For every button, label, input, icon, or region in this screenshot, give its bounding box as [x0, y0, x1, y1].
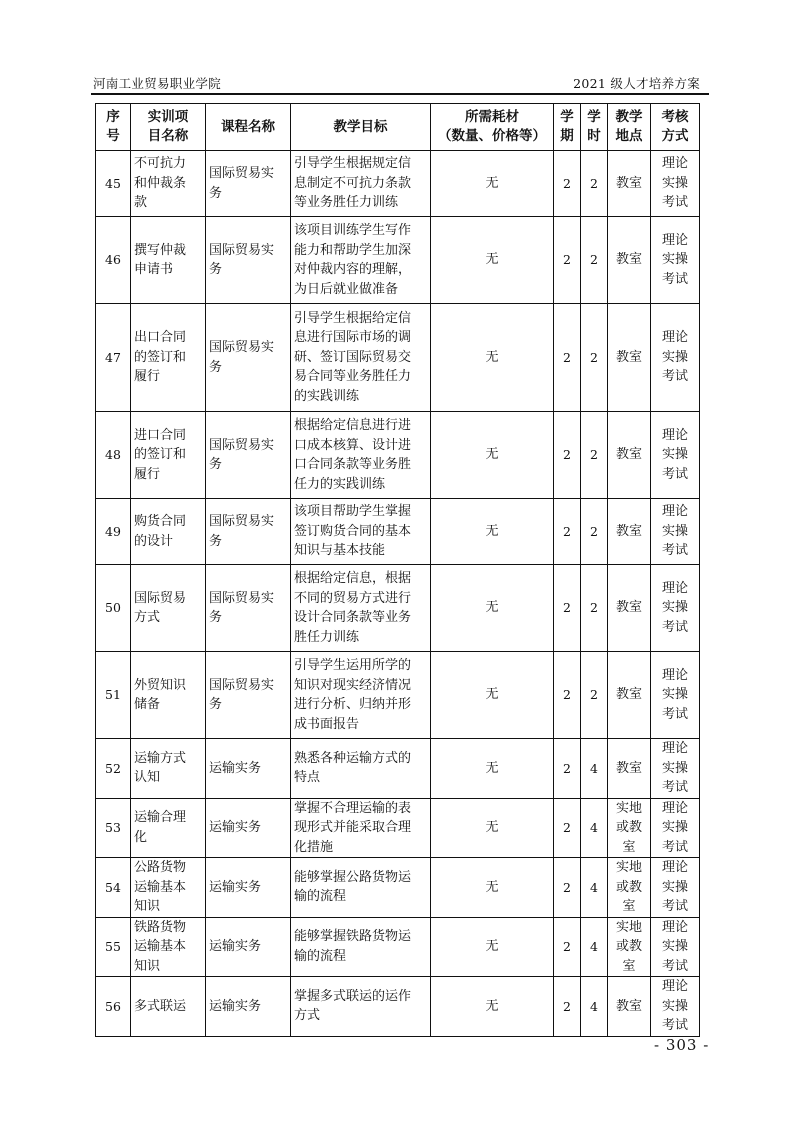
- cell-line: 理论: [661, 979, 688, 994]
- cell-line: 理论: [661, 800, 688, 816]
- cell-line: 实操: [661, 820, 688, 835]
- cell-term: 2: [554, 858, 581, 918]
- cell-line: 口合同条款等业务胜: [294, 457, 412, 472]
- cell-project: [131, 739, 206, 799]
- cell-goal: [291, 652, 431, 739]
- cell-line: 教室: [615, 252, 642, 268]
- cell-line: 务: [209, 533, 223, 549]
- column-header-text: 实训项: [147, 109, 189, 125]
- cell-term: 2: [554, 412, 581, 499]
- table-row: [96, 652, 700, 739]
- cell-goal: [291, 917, 431, 977]
- header-divider: [91, 93, 709, 95]
- cell-no: 54: [96, 858, 131, 918]
- cell-line: 方式: [134, 610, 161, 625]
- cell-course: [206, 499, 291, 565]
- cell-material: 无: [431, 499, 554, 565]
- cell-exam: [651, 977, 700, 1037]
- cell-line: 理论: [661, 427, 688, 443]
- cell-line: 国际贸易实: [209, 437, 275, 453]
- cell-project: [131, 858, 206, 918]
- cell-line: 撰写仲裁: [134, 242, 187, 258]
- table-row: [96, 217, 700, 304]
- column-header-text: 教学目标: [333, 118, 388, 135]
- cell-line: 理论: [661, 919, 688, 935]
- cell-line: 的设计: [134, 533, 174, 549]
- cell-place: [608, 977, 651, 1037]
- page-number: - 303 -: [654, 1036, 710, 1054]
- cell-line: 易合同等业务胜任力: [294, 369, 412, 385]
- cell-line: 实操: [661, 879, 688, 895]
- cell-material: 无: [431, 977, 554, 1037]
- cell-goal: [291, 499, 431, 565]
- cell-line: 务: [209, 359, 223, 375]
- cell-line: 务: [209, 697, 223, 712]
- cell-hours: 2: [581, 217, 608, 304]
- cell-no: 48: [96, 412, 131, 499]
- header-school-name: 河南工业贸易职业学院: [93, 76, 222, 91]
- cell-line: 实地: [615, 919, 642, 935]
- cell-exam: [651, 499, 700, 565]
- cell-course: [206, 917, 291, 977]
- cell-line: 国际贸易实: [209, 166, 275, 181]
- cell-hours: 2: [581, 412, 608, 499]
- cell-material: 无: [431, 798, 554, 858]
- cell-line: 息进行国际市场的调: [294, 330, 412, 346]
- cell-line: 能力和帮助学生加深: [294, 242, 412, 258]
- cell-exam: [651, 412, 700, 499]
- cell-place: [608, 217, 651, 304]
- cell-line: 不同的贸易方式进行: [294, 590, 412, 606]
- cell-line: 考试: [661, 839, 688, 855]
- cell-hours: 2: [581, 151, 608, 217]
- cell-line: 理论: [661, 741, 688, 756]
- table-row: [96, 499, 700, 565]
- cell-exam: [651, 304, 700, 412]
- cell-line: 多式联运: [134, 998, 187, 1014]
- cell-line: 国际贸易实: [209, 590, 275, 606]
- cell-exam: [651, 858, 700, 918]
- cell-hours: 2: [581, 304, 608, 412]
- column-header-text: 学: [587, 109, 601, 125]
- cell-term: 2: [554, 151, 581, 217]
- training-projects-table: [95, 103, 700, 1037]
- column-header-text: （数量、价格等）: [438, 128, 546, 144]
- cell-material: 无: [431, 565, 554, 652]
- cell-no: 45: [96, 151, 131, 217]
- column-header-course: [206, 104, 291, 151]
- table-row: [96, 917, 700, 977]
- cell-line: 铁路货物: [134, 919, 187, 935]
- cell-line: 掌握不合理运输的表: [294, 800, 412, 816]
- cell-line: 能够掌握铁路货物运: [294, 929, 412, 945]
- cell-line: 外贸知识: [134, 677, 187, 693]
- cell-line: 运输实务: [209, 939, 262, 954]
- cell-line: 运输基本: [134, 879, 187, 895]
- cell-term: 2: [554, 499, 581, 565]
- column-header-text: 方式: [661, 128, 689, 144]
- cell-line: 口成本核算、设计进: [294, 437, 412, 453]
- column-header-text: 序: [106, 109, 120, 125]
- cell-goal: [291, 304, 431, 412]
- cell-term: 2: [554, 304, 581, 412]
- table-row: [96, 565, 700, 652]
- cell-course: [206, 977, 291, 1037]
- cell-line: 务: [209, 262, 223, 277]
- cell-no: 46: [96, 217, 131, 304]
- cell-line: 考试: [661, 195, 688, 211]
- cell-line: 引导学生运用所学的: [294, 658, 412, 673]
- cell-course: [206, 858, 291, 918]
- cell-line: 或教: [615, 879, 642, 895]
- cell-line: 知识与基本技能: [294, 543, 386, 559]
- cell-line: 实地: [615, 800, 642, 816]
- cell-goal: [291, 858, 431, 918]
- cell-project: [131, 304, 206, 412]
- cell-goal: [291, 977, 431, 1037]
- column-header-material: [431, 104, 554, 151]
- column-header-text: 号: [106, 128, 120, 144]
- cell-project: [131, 217, 206, 304]
- cell-place: [608, 798, 651, 858]
- cell-line: 化措施: [294, 839, 334, 855]
- cell-line: 履行: [134, 466, 161, 482]
- cell-course: [206, 565, 291, 652]
- column-header-text: 所需耗材: [465, 109, 519, 125]
- cell-line: 成书面报告: [294, 716, 360, 732]
- cell-line: 室: [622, 958, 636, 974]
- cell-hours: 2: [581, 652, 608, 739]
- cell-line: 教室: [615, 447, 642, 463]
- cell-place: [608, 858, 651, 918]
- column-header-term: [554, 104, 581, 151]
- cell-term: 2: [554, 917, 581, 977]
- cell-line: 考试: [661, 619, 688, 635]
- cell-project: [131, 917, 206, 977]
- table-row: [96, 151, 700, 217]
- cell-line: 对仲裁内容的理解，: [294, 262, 412, 277]
- cell-material: 无: [431, 652, 554, 739]
- cell-line: 不可抗力: [134, 156, 187, 172]
- cell-hours: 2: [581, 499, 608, 565]
- cell-line: 申请书: [134, 262, 174, 277]
- cell-no: 55: [96, 917, 131, 977]
- cell-line: 室: [622, 899, 636, 914]
- table-header-row: [96, 104, 700, 151]
- cell-term: 2: [554, 798, 581, 858]
- cell-line: 考试: [661, 466, 688, 482]
- cell-goal: [291, 412, 431, 499]
- cell-place: [608, 917, 651, 977]
- cell-line: 实操: [661, 600, 688, 616]
- cell-place: [608, 499, 651, 565]
- cell-line: 实操: [661, 687, 688, 703]
- table-row: [96, 858, 700, 918]
- cell-place: [608, 652, 651, 739]
- cell-project: [131, 977, 206, 1037]
- column-header-text: 地点: [615, 128, 643, 144]
- cell-line: 务: [209, 185, 223, 201]
- cell-exam: [651, 217, 700, 304]
- cell-term: 2: [554, 977, 581, 1037]
- cell-course: [206, 217, 291, 304]
- cell-line: 的签订和: [134, 349, 187, 365]
- cell-exam: [651, 917, 700, 977]
- cell-line: 考试: [661, 780, 688, 795]
- cell-line: 引导学生根据给定信: [294, 310, 412, 326]
- cell-line: 实操: [661, 175, 688, 191]
- cell-no: 49: [96, 499, 131, 565]
- cell-exam: [651, 739, 700, 799]
- cell-material: 无: [431, 858, 554, 918]
- cell-line: 理论: [661, 580, 688, 596]
- column-header-text: 课程名称: [221, 118, 275, 135]
- cell-line: 公路货物: [134, 860, 187, 875]
- cell-project: [131, 499, 206, 565]
- cell-line: 教室: [615, 175, 642, 191]
- cell-line: 设计合同条款等业务: [294, 610, 412, 625]
- cell-material: 无: [431, 739, 554, 799]
- cell-line: 理论: [661, 504, 688, 520]
- cell-line: 储备: [134, 697, 161, 712]
- cell-line: 室: [622, 839, 636, 855]
- cell-line: 或教: [615, 820, 642, 835]
- cell-line: 特点: [294, 770, 321, 786]
- cell-project: [131, 798, 206, 858]
- table-row: [96, 798, 700, 858]
- cell-hours: 4: [581, 977, 608, 1037]
- column-header-text: 时: [587, 128, 601, 144]
- cell-line: 息制定不可抗力条款: [294, 175, 412, 191]
- cell-line: 根据给定信息，根据: [294, 571, 412, 586]
- cell-line: 实操: [661, 998, 688, 1014]
- cell-no: 56: [96, 977, 131, 1037]
- cell-line: 款: [134, 195, 148, 211]
- cell-line: 胜任力训练: [294, 629, 360, 645]
- cell-line: 实操: [661, 349, 688, 365]
- cell-line: 国际贸易实: [209, 242, 275, 258]
- cell-course: [206, 739, 291, 799]
- cell-line: 国际贸易: [134, 590, 187, 606]
- column-header-text: 教学: [615, 109, 643, 125]
- cell-goal: [291, 565, 431, 652]
- cell-line: 运输基本: [134, 939, 187, 954]
- cell-line: 国际贸易实: [209, 514, 275, 529]
- header-plan-title: 2021 级人才培养方案: [573, 76, 700, 91]
- cell-line: 考试: [661, 1018, 688, 1033]
- cell-line: 教室: [615, 687, 642, 703]
- cell-goal: [291, 151, 431, 217]
- cell-line: 知识: [134, 958, 161, 974]
- cell-line: 进行分析、归纳并形: [294, 697, 412, 712]
- cell-line: 能够掌握公路货物运: [294, 869, 412, 885]
- cell-course: [206, 304, 291, 412]
- column-header-place: [608, 104, 651, 151]
- cell-line: 或教: [615, 939, 642, 954]
- cell-line: 签订购货合同的基本: [294, 523, 412, 539]
- cell-hours: 4: [581, 858, 608, 918]
- cell-line: 实操: [661, 939, 688, 954]
- cell-project: [131, 412, 206, 499]
- cell-line: 考试: [661, 543, 688, 559]
- cell-line: 运输实务: [209, 998, 262, 1014]
- cell-course: [206, 798, 291, 858]
- cell-line: 认知: [134, 770, 161, 786]
- cell-no: 47: [96, 304, 131, 412]
- cell-line: 国际贸易实: [209, 340, 275, 355]
- cell-term: 2: [554, 217, 581, 304]
- cell-hours: 4: [581, 798, 608, 858]
- cell-material: 无: [431, 412, 554, 499]
- cell-line: 理论: [661, 232, 688, 248]
- cell-line: 任力的实践训练: [294, 476, 386, 492]
- cell-term: 2: [554, 652, 581, 739]
- cell-line: 务: [209, 610, 223, 625]
- cell-line: 实操: [661, 252, 688, 268]
- cell-line: 为日后就业做准备: [294, 281, 399, 297]
- cell-line: 理论: [661, 860, 688, 875]
- cell-hours: 2: [581, 565, 608, 652]
- column-header-text: 目名称: [147, 128, 189, 144]
- cell-line: 实操: [661, 523, 688, 539]
- cell-line: 运输实务: [209, 879, 262, 895]
- cell-line: 购货合同: [134, 514, 187, 529]
- cell-exam: [651, 652, 700, 739]
- cell-place: [608, 151, 651, 217]
- cell-no: 53: [96, 798, 131, 858]
- cell-line: 的实践训练: [294, 388, 360, 404]
- cell-line: 进口合同: [134, 427, 187, 443]
- column-header-text: 期: [560, 128, 574, 144]
- cell-material: 无: [431, 217, 554, 304]
- cell-place: [608, 304, 651, 412]
- cell-term: 2: [554, 565, 581, 652]
- cell-line: 务: [209, 457, 223, 472]
- cell-line: 知识: [134, 899, 161, 914]
- cell-exam: [651, 565, 700, 652]
- cell-exam: [651, 798, 700, 858]
- cell-line: 运输方式: [134, 750, 187, 766]
- cell-line: 掌握多式联运的运作: [294, 988, 412, 1004]
- cell-material: 无: [431, 917, 554, 977]
- cell-line: 教室: [615, 523, 642, 539]
- cell-line: 化: [134, 829, 148, 845]
- cell-line: 教室: [615, 349, 642, 365]
- column-header-text: 考核: [661, 109, 689, 125]
- cell-material: 无: [431, 304, 554, 412]
- cell-course: [206, 412, 291, 499]
- cell-line: 知识对现实经济情况: [294, 677, 412, 693]
- cell-line: 考试: [661, 899, 688, 914]
- cell-line: 熟悉各种运输方式的: [294, 750, 412, 766]
- cell-goal: [291, 739, 431, 799]
- cell-line: 考试: [661, 958, 688, 974]
- cell-line: 履行: [134, 369, 161, 385]
- cell-no: 52: [96, 739, 131, 799]
- column-header-exam: [651, 104, 700, 151]
- cell-term: 2: [554, 739, 581, 799]
- cell-line: 的签订和: [134, 447, 187, 463]
- cell-line: 现形式并能采取合理: [294, 820, 412, 835]
- table-row: [96, 977, 700, 1037]
- cell-line: 考试: [661, 706, 688, 722]
- cell-line: 实地: [615, 860, 642, 875]
- cell-line: 该项目帮助学生掌握: [294, 504, 412, 520]
- cell-project: [131, 652, 206, 739]
- cell-line: 和仲裁条: [134, 175, 187, 191]
- cell-line: 考试: [661, 369, 688, 385]
- cell-line: 理论: [661, 156, 688, 172]
- cell-line: 教室: [615, 998, 642, 1014]
- cell-line: 国际贸易实: [209, 677, 275, 693]
- cell-project: [131, 565, 206, 652]
- cell-project: [131, 151, 206, 217]
- column-header-text: 学: [560, 109, 574, 125]
- column-header-no: [96, 104, 131, 151]
- cell-line: 理论: [661, 667, 688, 683]
- cell-line: 运输实务: [209, 820, 262, 835]
- cell-goal: [291, 217, 431, 304]
- cell-line: 该项目训练学生写作: [294, 223, 412, 238]
- cell-line: 引导学生根据规定信: [294, 156, 412, 172]
- cell-line: 实操: [661, 447, 688, 463]
- cell-line: 出口合同: [134, 330, 187, 346]
- cell-line: 运输合理: [134, 810, 187, 826]
- cell-no: 50: [96, 565, 131, 652]
- table-row: [96, 304, 700, 412]
- cell-course: [206, 652, 291, 739]
- cell-line: 输的流程: [294, 948, 347, 964]
- cell-place: [608, 412, 651, 499]
- cell-line: 等业务胜任力训练: [294, 195, 399, 211]
- cell-line: 理论: [661, 330, 688, 346]
- cell-line: 研、签订国际贸易交: [294, 349, 412, 365]
- column-header-goal: [291, 104, 431, 151]
- cell-line: 教室: [615, 600, 642, 616]
- cell-place: [608, 565, 651, 652]
- cell-place: [608, 739, 651, 799]
- cell-line: 教室: [615, 760, 642, 776]
- cell-hours: 4: [581, 739, 608, 799]
- cell-material: 无: [431, 151, 554, 217]
- cell-goal: [291, 798, 431, 858]
- cell-line: 实操: [661, 760, 688, 776]
- table-row: [96, 739, 700, 799]
- cell-hours: 4: [581, 917, 608, 977]
- cell-line: 根据给定信息进行进: [294, 418, 412, 433]
- cell-line: 方式: [294, 1008, 321, 1024]
- cell-line: 运输实务: [209, 760, 262, 776]
- cell-line: 考试: [661, 271, 688, 287]
- column-header-hours: [581, 104, 608, 151]
- cell-no: 51: [96, 652, 131, 739]
- cell-exam: [651, 151, 700, 217]
- cell-line: 输的流程: [294, 889, 347, 905]
- cell-course: [206, 151, 291, 217]
- column-header-project: [131, 104, 206, 151]
- table-row: [96, 412, 700, 499]
